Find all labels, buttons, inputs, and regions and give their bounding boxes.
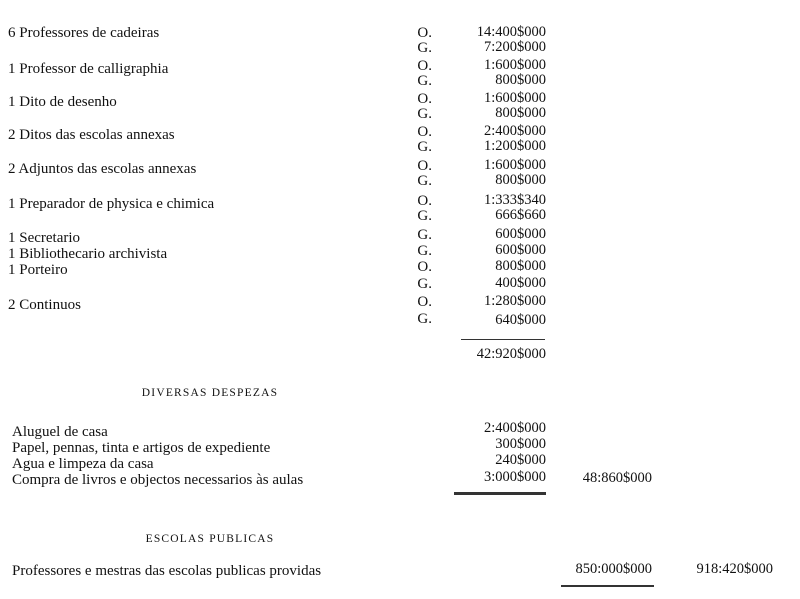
entry-amount: 1:600$000 [483,157,546,173]
entry-code: O. [417,91,432,107]
entry-amount: 800$000 [495,258,546,274]
entry-label: 1 Secretario [8,230,81,246]
entry-amount: 800$000 [495,105,546,121]
expense-label: Compra de livros e objectos necessarios às aulas [12,472,304,488]
entry-amount: 666$660 [495,207,546,223]
entry-code: O. [417,259,432,275]
entry-code: O. [417,58,432,74]
entry-amount: 1:200$000 [483,138,546,154]
expense-label: Agua e limpeza da casa [12,456,154,472]
section-heading: DIVERSAS DESPEZAS [141,387,279,399]
entry-code: O. [417,124,432,140]
expense-amount: 3:000$000 [483,469,546,485]
entry-code: G. [417,106,432,122]
sum-rule [454,492,546,495]
expense-amount: 300$000 [495,436,546,452]
entry-code: G. [417,73,432,89]
entry-label: 1 Bibliothecario archivista [8,246,168,262]
entry-amount: 600$000 [495,226,546,242]
entry-amount: 1:600$000 [483,90,546,106]
personnel-total: 42:920$000 [476,346,546,362]
schools-amount: 850:000$000 [575,561,652,577]
entry-amount: 800$000 [495,172,546,188]
entry-amount: 2:400$000 [483,123,546,139]
grand-total: 918:420$000 [696,561,773,577]
entry-amount: 1:280$000 [483,293,546,309]
entry-amount: 640$000 [495,312,546,328]
entry-label: 2 Continuos [8,297,81,313]
entry-label: 1 Professor de calligraphia [8,61,169,77]
entry-code: O. [417,158,432,174]
expense-amount: 240$000 [495,452,546,468]
entry-code: O. [417,25,432,41]
entry-amount: 600$000 [495,242,546,258]
diversas-total: 48:860$000 [582,470,652,486]
entry-label: 1 Porteiro [8,262,68,278]
entry-label: 2 Adjuntos das escolas annexas [8,161,197,177]
entry-code: G. [417,243,432,259]
sum-rule [461,339,545,340]
schools-label: Professores e mestras das escolas publicas providas [12,563,322,579]
entry-code: G. [417,227,432,243]
entry-amount: 400$000 [495,275,546,291]
entry-label: 2 Ditos das escolas annexas [8,127,175,143]
entry-code: G. [417,276,432,292]
entry-code: O. [417,193,432,209]
entry-label: 1 Preparador de physica e chimica [8,196,215,212]
entry-code: G. [417,173,432,189]
expense-label: Papel, pennas, tinta e artigos de expediente [12,440,271,456]
entry-code: G. [417,208,432,224]
entry-amount: 1:600$000 [483,57,546,73]
entry-amount: 1:333$340 [483,192,546,208]
entry-amount: 14:400$000 [476,24,546,40]
entry-amount: 7:200$000 [483,39,546,55]
entry-code: O. [417,294,432,310]
section-heading: ESCOLAS PUBLICAS [145,533,275,545]
entry-label: 1 Dito de desenho [8,94,117,110]
entry-code: G. [417,311,432,327]
entry-amount: 800$000 [495,72,546,88]
expense-label: Aluguel de casa [12,424,108,440]
sum-rule [561,585,654,587]
expense-amount: 2:400$000 [483,420,546,436]
entry-code: G. [417,139,432,155]
entry-code: G. [417,40,432,56]
entry-label: 6 Professores de cadeiras [8,25,160,41]
